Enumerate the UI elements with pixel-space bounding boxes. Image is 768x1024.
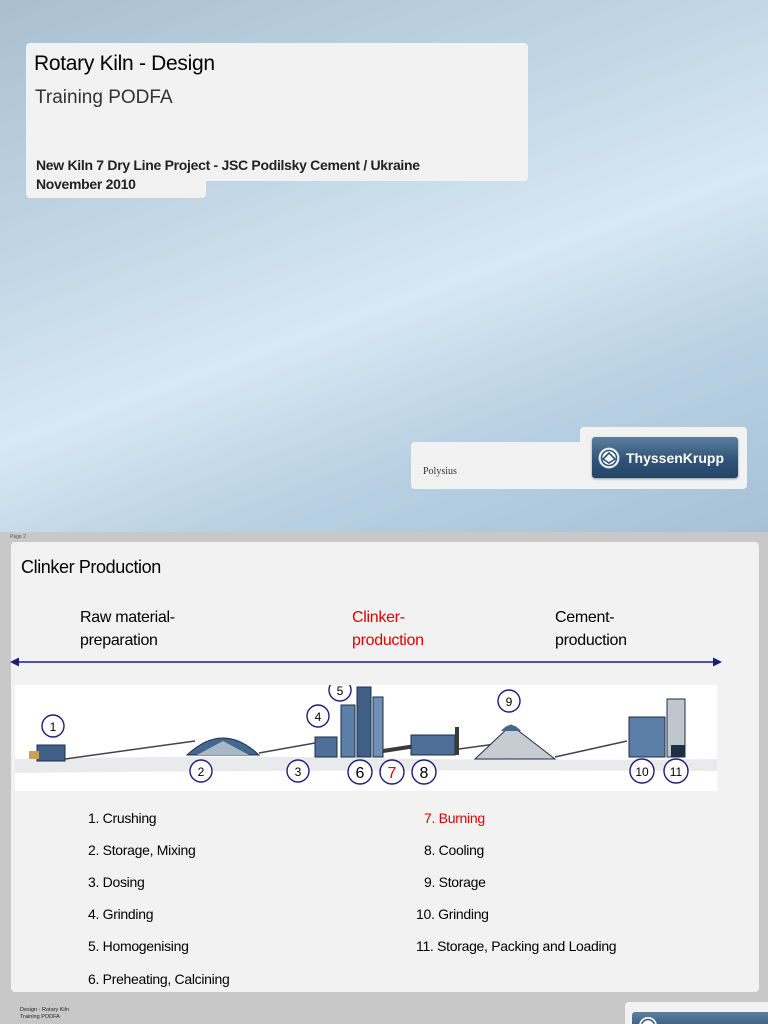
project-date: November 2010 — [36, 176, 136, 192]
thyssenkrupp-emblem-icon — [638, 1016, 658, 1024]
diagram-marker-label: 5 — [336, 685, 344, 698]
page-number: Page 2 — [10, 534, 26, 540]
diagram-marker-1 — [42, 715, 64, 737]
clinker-production-slide — [0, 532, 768, 1024]
phase-cement — [555, 606, 627, 652]
phase-line2: production — [352, 632, 424, 649]
diagram-marker-9 — [498, 690, 520, 712]
diagram-marker-11 — [664, 759, 688, 783]
diagram-marker-label: 2 — [197, 765, 205, 779]
diagram-marker-label: 6 — [355, 765, 365, 782]
step-item: 1. Crushing — [88, 810, 157, 826]
diagram-marker-4 — [307, 705, 329, 727]
thyssenkrupp-logo — [592, 437, 738, 478]
step-item: 10. Grinding — [416, 906, 489, 922]
slide-subtitle: Training PODFA — [35, 87, 173, 108]
step-item: 5. Homogenising — [88, 938, 189, 954]
slide-footer — [20, 1007, 69, 1021]
diagram-marker-label: 7 — [387, 765, 397, 782]
diagram-marker-label: 11 — [669, 765, 683, 779]
diagram-marker-label: 4 — [314, 710, 322, 724]
diagram-marker-2 — [190, 760, 212, 782]
diagram-marker-label: 10 — [635, 765, 649, 779]
slide-title: Rotary Kiln - Design — [34, 52, 215, 75]
step-item: 4. Grinding — [88, 906, 154, 922]
diagram-marker-10 — [630, 759, 654, 783]
diagram-marker-label: 9 — [505, 695, 513, 709]
diagram-marker-6 — [348, 760, 372, 784]
thyssenkrupp-emblem-icon — [598, 447, 620, 469]
diagram-marker-5 — [329, 685, 351, 701]
diagram-marker-3 — [287, 760, 309, 782]
step-item: 8. Cooling — [424, 842, 485, 858]
phase-line2: production — [555, 632, 627, 649]
process-diagram — [15, 685, 717, 791]
process-arrow — [10, 656, 722, 668]
logo-text: ThyssenKrupp — [626, 449, 725, 466]
thyssenkrupp-logo — [632, 1012, 768, 1024]
step-item: 6. Preheating, Calcining — [88, 971, 230, 987]
step-item: 9. Storage — [424, 874, 486, 890]
plant-illustration — [15, 685, 717, 791]
footer-line2: Training PODFA — [20, 1014, 60, 1020]
phase-raw-material — [80, 606, 175, 652]
diagram-marker-label: 3 — [294, 765, 302, 779]
diagram-marker-label: 1 — [49, 720, 57, 734]
diagram-marker-7 — [380, 760, 404, 784]
step-item-highlight: 7. Burning — [424, 810, 485, 826]
phase-line1: Raw material- — [80, 609, 175, 626]
step-item: 2. Storage, Mixing — [88, 842, 196, 858]
slide-title: Clinker Production — [21, 557, 161, 577]
step-item: 3. Dosing — [88, 874, 145, 890]
footer-line1: Design - Rotary Kiln — [20, 1007, 69, 1013]
phase-line1: Clinker- — [352, 609, 405, 626]
project-name: New Kiln 7 Dry Line Project - JSC Podilsky Cement / Ukraine — [36, 157, 420, 173]
company-name: Polysius — [423, 466, 457, 477]
step-item: 11. Storage, Packing and Loading — [416, 938, 617, 954]
phase-clinker — [352, 606, 424, 652]
phase-line2: preparation — [80, 632, 158, 649]
diagram-marker-8 — [412, 760, 436, 784]
phase-line1: Cement- — [555, 609, 615, 626]
diagram-marker-label: 8 — [419, 765, 429, 782]
